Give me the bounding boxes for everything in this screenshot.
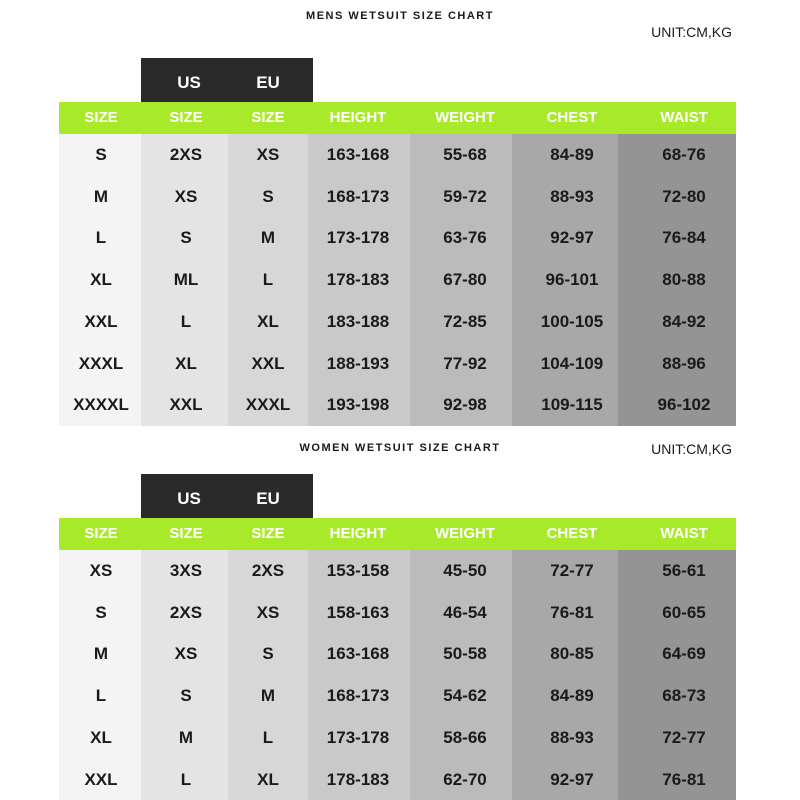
women-cell-r1-c6: 72-77	[550, 561, 594, 580]
men-cell-r5-c2: L	[180, 311, 192, 331]
women-cell-r1-c1: XS	[89, 561, 113, 580]
men-header-size-3: SIZE	[251, 109, 285, 126]
men-cell-r5-c5: 72-85	[443, 311, 487, 331]
women-cell-r6-c1: XXL	[84, 769, 118, 789]
women-cell-r6-c7: 76-81	[662, 769, 706, 789]
men-unit-label: UNIT:CM,KG	[651, 24, 732, 40]
women-cell-r6-c4: 178-183	[326, 769, 390, 789]
women-cell-r3-c1: M	[93, 644, 109, 664]
men-cell-r1-c1: S	[95, 145, 107, 164]
women-unit-label: UNIT:CM,KG	[651, 441, 732, 457]
women-cell-r5-c2: M	[178, 727, 194, 747]
men-region-us: US	[177, 73, 201, 92]
men-cell-r2-c1: M	[93, 186, 109, 206]
women-header-weight-5: WEIGHT	[435, 525, 495, 542]
women-cell-r6-c6: 92-97	[550, 769, 594, 789]
women-header-chest-6: CHEST	[546, 525, 598, 542]
men-cell-r4-c5: 67-80	[443, 270, 487, 290]
women-cell-r5-c4: 173-178	[326, 727, 390, 747]
women-cell-r1-c3: 2XS	[251, 561, 285, 580]
men-header-height-4: HEIGHT	[329, 109, 387, 126]
men-cell-r4-c1: XL	[90, 270, 112, 290]
women-header-size-2: SIZE	[169, 525, 203, 542]
women-cell-r5-c5: 58-66	[443, 727, 487, 747]
men-cell-r3-c1: L	[95, 228, 107, 248]
men-cell-r6-c3: XXL	[251, 353, 285, 373]
men-cell-r2-c2: XS	[174, 186, 198, 206]
men-cell-r2-c6: 88-93	[550, 186, 594, 206]
men-cell-r3-c5: 63-76	[443, 228, 487, 248]
men-header-size-2: SIZE	[169, 109, 203, 126]
men-header-size-1: SIZE	[84, 109, 118, 126]
women-cell-r2-c3: XS	[256, 602, 280, 622]
women-cell-r4-c6: 84-89	[550, 686, 594, 706]
men-cell-r5-c7: 84-92	[662, 311, 706, 331]
women-cell-r4-c5: 54-62	[443, 686, 487, 706]
women-cell-r4-c4: 168-173	[326, 686, 390, 706]
men-cell-r6-c6: 104-109	[540, 353, 604, 373]
women-header-size-3: SIZE	[251, 525, 285, 542]
men-cell-r2-c4: 168-173	[326, 186, 390, 206]
men-cell-r3-c4: 173-178	[326, 228, 390, 248]
men-cell-r4-c7: 80-88	[662, 270, 706, 290]
men-cell-r4-c4: 178-183	[326, 270, 390, 290]
men-cell-r5-c1: XXL	[84, 311, 118, 331]
women-cell-r5-c6: 88-93	[550, 727, 594, 747]
women-cell-r1-c4: 153-158	[326, 561, 390, 580]
men-cell-r1-c3: XS	[256, 145, 280, 164]
men-cell-r4-c2: ML	[173, 270, 199, 290]
women-cell-r4-c3: M	[260, 686, 276, 706]
women-cell-r6-c3: XL	[257, 769, 279, 789]
men-cell-r6-c7: 88-96	[662, 353, 706, 373]
women-cell-r2-c2: 2XS	[169, 602, 203, 622]
women-cell-r2-c5: 46-54	[443, 602, 487, 622]
women-cell-r3-c5: 50-58	[443, 644, 487, 664]
men-cell-r2-c5: 59-72	[443, 186, 487, 206]
men-chart-title: MENS WETSUIT SIZE CHART	[306, 10, 494, 22]
men-cell-r7-c6: 109-115	[541, 395, 603, 415]
women-cell-r1-c7: 56-61	[662, 561, 706, 580]
women-header-size-1: SIZE	[84, 525, 118, 542]
men-cell-r3-c7: 76-84	[662, 228, 706, 248]
men-cell-r3-c6: 92-97	[550, 228, 594, 248]
men-cell-r5-c6: 100-105	[540, 311, 604, 331]
women-cell-r3-c3: S	[262, 644, 274, 664]
men-header-weight-5: WEIGHT	[435, 109, 495, 126]
women-header-waist-7: WAIST	[660, 525, 708, 542]
men-cell-r1-c2: 2XS	[169, 145, 203, 164]
men-cell-r5-c4: 183-188	[326, 311, 390, 331]
women-cell-r4-c7: 68-73	[662, 686, 706, 706]
men-cell-r1-c7: 68-76	[662, 145, 706, 164]
women-cell-r5-c1: XL	[90, 727, 112, 747]
men-region-eu: EU	[256, 73, 280, 92]
men-cell-r2-c7: 72-80	[662, 186, 706, 206]
men-cell-r6-c4: 188-193	[326, 353, 390, 373]
women-cell-r3-c6: 80-85	[550, 644, 594, 664]
men-cell-r2-c3: S	[262, 186, 274, 206]
women-cell-r3-c2: XS	[174, 644, 198, 664]
men-header-waist-7: WAIST	[660, 109, 708, 126]
men-cell-r3-c3: M	[260, 228, 276, 248]
women-cell-r5-c7: 72-77	[662, 727, 706, 747]
men-cell-r1-c6: 84-89	[550, 145, 594, 164]
men-cell-r6-c1: XXXL	[78, 353, 124, 373]
women-region-us: US	[177, 489, 201, 508]
men-cell-r7-c4: 193-198	[326, 395, 390, 415]
women-cell-r2-c7: 60-65	[662, 602, 706, 622]
men-cell-r1-c5: 55-68	[443, 145, 487, 164]
men-cell-r7-c5: 92-98	[443, 395, 487, 415]
men-cell-r6-c2: XL	[175, 353, 197, 373]
women-cell-r2-c6: 76-81	[550, 602, 594, 622]
women-cell-r2-c1: S	[95, 602, 107, 622]
women-cell-r2-c4: 158-163	[326, 602, 390, 622]
women-cell-r4-c1: L	[95, 686, 107, 706]
women-cell-r6-c2: L	[180, 769, 192, 789]
women-cell-r4-c2: S	[180, 686, 192, 706]
women-header-height-4: HEIGHT	[329, 525, 387, 542]
men-cell-r4-c6: 96-101	[545, 270, 599, 290]
women-region-eu: EU	[256, 489, 280, 508]
men-cell-r4-c3: L	[262, 270, 274, 290]
women-chart-title: WOMEN WETSUIT SIZE CHART	[299, 442, 501, 454]
men-cell-r1-c4: 163-168	[326, 145, 390, 164]
women-cell-r6-c5: 62-70	[443, 769, 487, 789]
men-cell-r6-c5: 77-92	[443, 353, 487, 373]
men-cell-r3-c2: S	[180, 228, 192, 248]
men-cell-r7-c3: XXXL	[245, 395, 291, 415]
women-cell-r3-c4: 163-168	[326, 644, 390, 664]
men-header-chest-6: CHEST	[546, 109, 598, 126]
men-cell-r7-c2: XXL	[169, 395, 203, 415]
men-cell-r7-c1: XXXXL	[73, 395, 129, 415]
women-cell-r1-c2: 3XS	[169, 561, 203, 580]
men-cell-r5-c3: XL	[257, 311, 279, 331]
women-cell-r1-c5: 45-50	[443, 561, 487, 580]
women-cell-r3-c7: 64-69	[662, 644, 706, 664]
men-cell-r7-c7: 96-102	[657, 395, 711, 415]
women-cell-r5-c3: L	[262, 727, 274, 747]
